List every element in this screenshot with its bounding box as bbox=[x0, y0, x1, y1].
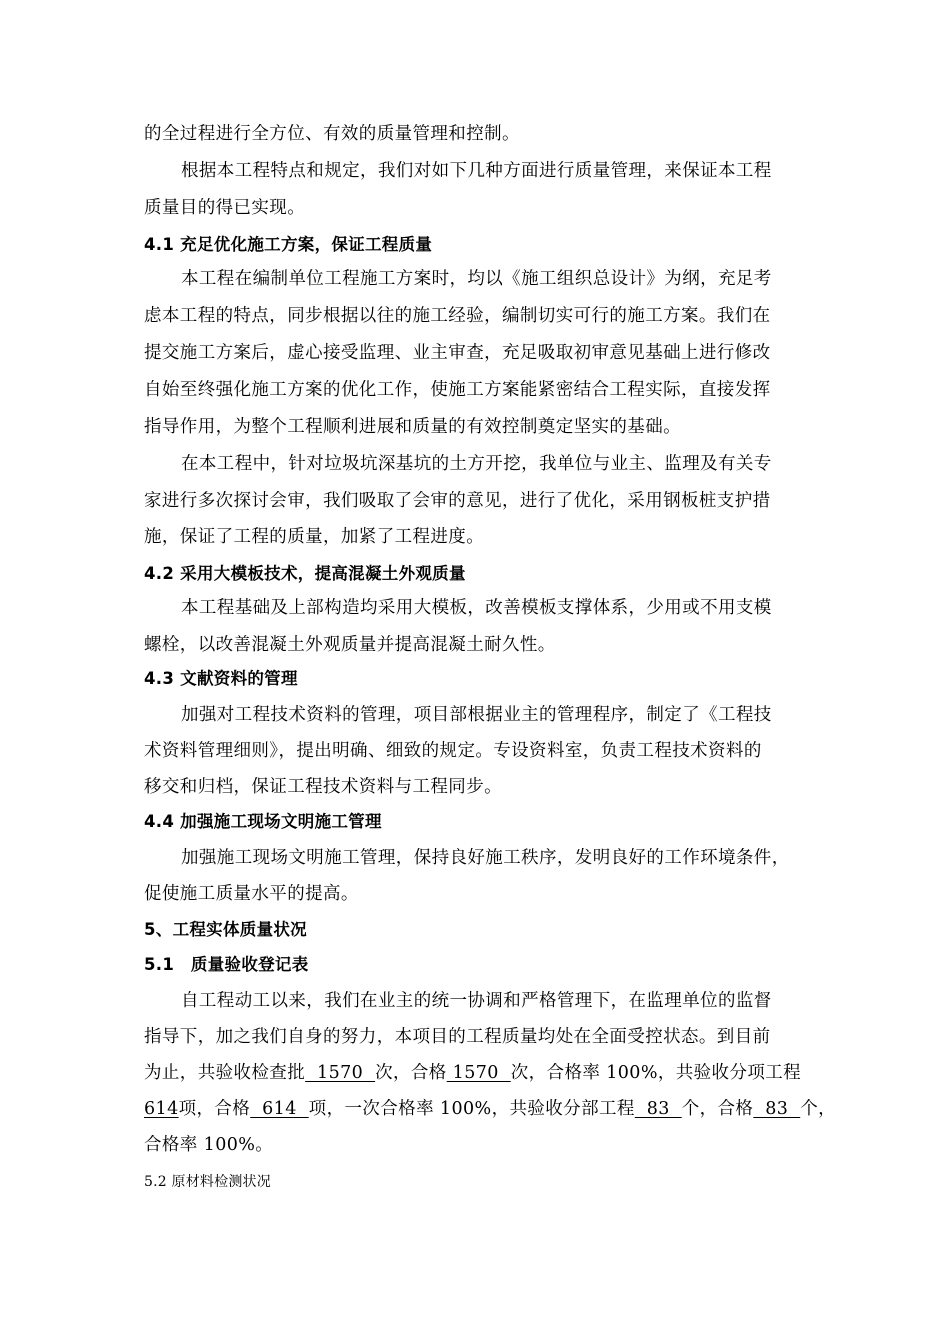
underlined-value: 83 bbox=[753, 1099, 801, 1119]
underlined-value: 1570 bbox=[305, 1063, 376, 1083]
paragraph-line: 移交和归档，保证工程技术资料与工程同步。 bbox=[144, 777, 502, 797]
paragraph-line: 施，保证了工程的质量，加紧了工程进度。 bbox=[144, 527, 485, 547]
underlined-value: 1570 bbox=[446, 1063, 511, 1083]
paragraph-line: 的全过程进行全方位、有效的质量管理和控制。 bbox=[144, 124, 520, 144]
paragraph-line: 合格率 100%。 bbox=[144, 1135, 274, 1155]
paragraph-line: 加强施工现场文明施工管理，保持良好施工秩序，发明良好的工作环境条件， bbox=[181, 848, 790, 868]
section-heading-5-1: 5.1 质量验收登记表 bbox=[144, 955, 309, 974]
underlined-value: 83 bbox=[634, 1099, 682, 1119]
paragraph-line-inspection-counts bbox=[144, 1061, 824, 1085]
paragraph-line: 根据本工程特点和规定，我们对如下几种方面进行质量管理，来保证本工程 bbox=[181, 161, 772, 181]
paragraph-line: 在本工程中，针对垃圾坑深基坑的土方开挖，我单位与业主、监理及有关专 bbox=[181, 454, 772, 474]
paragraph-line: 家进行多次探讨会审，我们吸取了会审的意见，进行了优化，采用钢板桩支护措 bbox=[144, 491, 771, 511]
underlined-value: 614 bbox=[250, 1099, 309, 1119]
section-heading-4-2: 4.2 采用大模板技术，提高混凝土外观质量 bbox=[144, 564, 466, 583]
text-segment: 次，合格 bbox=[375, 1063, 447, 1083]
paragraph-line: 加强对工程技术资料的管理，项目部根据业主的管理程序，制定了《工程技 bbox=[181, 705, 772, 725]
section-heading-5-2: 5.2 原材料检测状况 bbox=[144, 1174, 271, 1190]
paragraph-line-item-counts bbox=[144, 1097, 837, 1121]
text-segment: 项，一次合格率 100%，共验收分部工程 bbox=[308, 1099, 635, 1119]
paragraph-line: 本工程在编制单位工程施工方案时，均以《施工组织总设计》为纲，充足考 bbox=[181, 269, 772, 289]
paragraph-line: 促使施工质量水平的提高。 bbox=[144, 884, 359, 904]
paragraph-line: 自工程动工以来，我们在业主的统一协调和严格管理下，在监理单位的监督 bbox=[181, 991, 772, 1011]
underlined-value: 614 bbox=[144, 1099, 179, 1119]
section-heading-4-4: 4.4 加强施工现场文明施工管理 bbox=[144, 812, 382, 831]
text-segment: 次，合格率 100%，共验收分项工程 bbox=[510, 1063, 802, 1083]
text-segment: 项，合格 bbox=[178, 1099, 251, 1119]
paragraph-line: 自始至终强化施工方案的优化工作，使施工方案能紧密结合工程实际，直接发挥 bbox=[144, 380, 771, 400]
text-segment: 个，合格 bbox=[681, 1099, 754, 1119]
text-segment: 个， bbox=[800, 1099, 837, 1119]
section-heading-4-3: 4.3 文献资料的管理 bbox=[144, 669, 298, 688]
paragraph-line: 术资料管理细则》，提出明确、细致的规定。专设资料室，负责工程技术资料的 bbox=[144, 741, 762, 761]
paragraph-line: 指导作用，为整个工程顺利进展和质量的有效控制奠定坚实的基础。 bbox=[144, 417, 681, 437]
paragraph-line: 提交施工方案后，虚心接受监理、业主审查，充足吸取初审意见基础上进行修改 bbox=[144, 343, 771, 363]
text-segment: 为止，共验收检查批 bbox=[144, 1063, 306, 1083]
section-heading-4-1: 4.1 充足优化施工方案，保证工程质量 bbox=[144, 235, 433, 254]
paragraph-line: 虑本工程的特点，同步根据以往的施工经验，编制切实可行的施工方案。我们在 bbox=[144, 306, 771, 326]
paragraph-line: 本工程基础及上部构造均采用大模板，改善模板支撑体系，少用或不用支模 bbox=[181, 598, 772, 618]
paragraph-line: 质量目的得已实现。 bbox=[144, 198, 306, 218]
paragraph-line: 指导下，加之我们自身的努力，本项目的工程质量均处在全面受控状态。到目前 bbox=[144, 1027, 771, 1047]
section-heading-5: 5、工程实体质量状况 bbox=[144, 920, 307, 939]
paragraph-line: 螺栓，以改善混凝土外观质量并提高混凝土耐久性。 bbox=[144, 635, 556, 655]
